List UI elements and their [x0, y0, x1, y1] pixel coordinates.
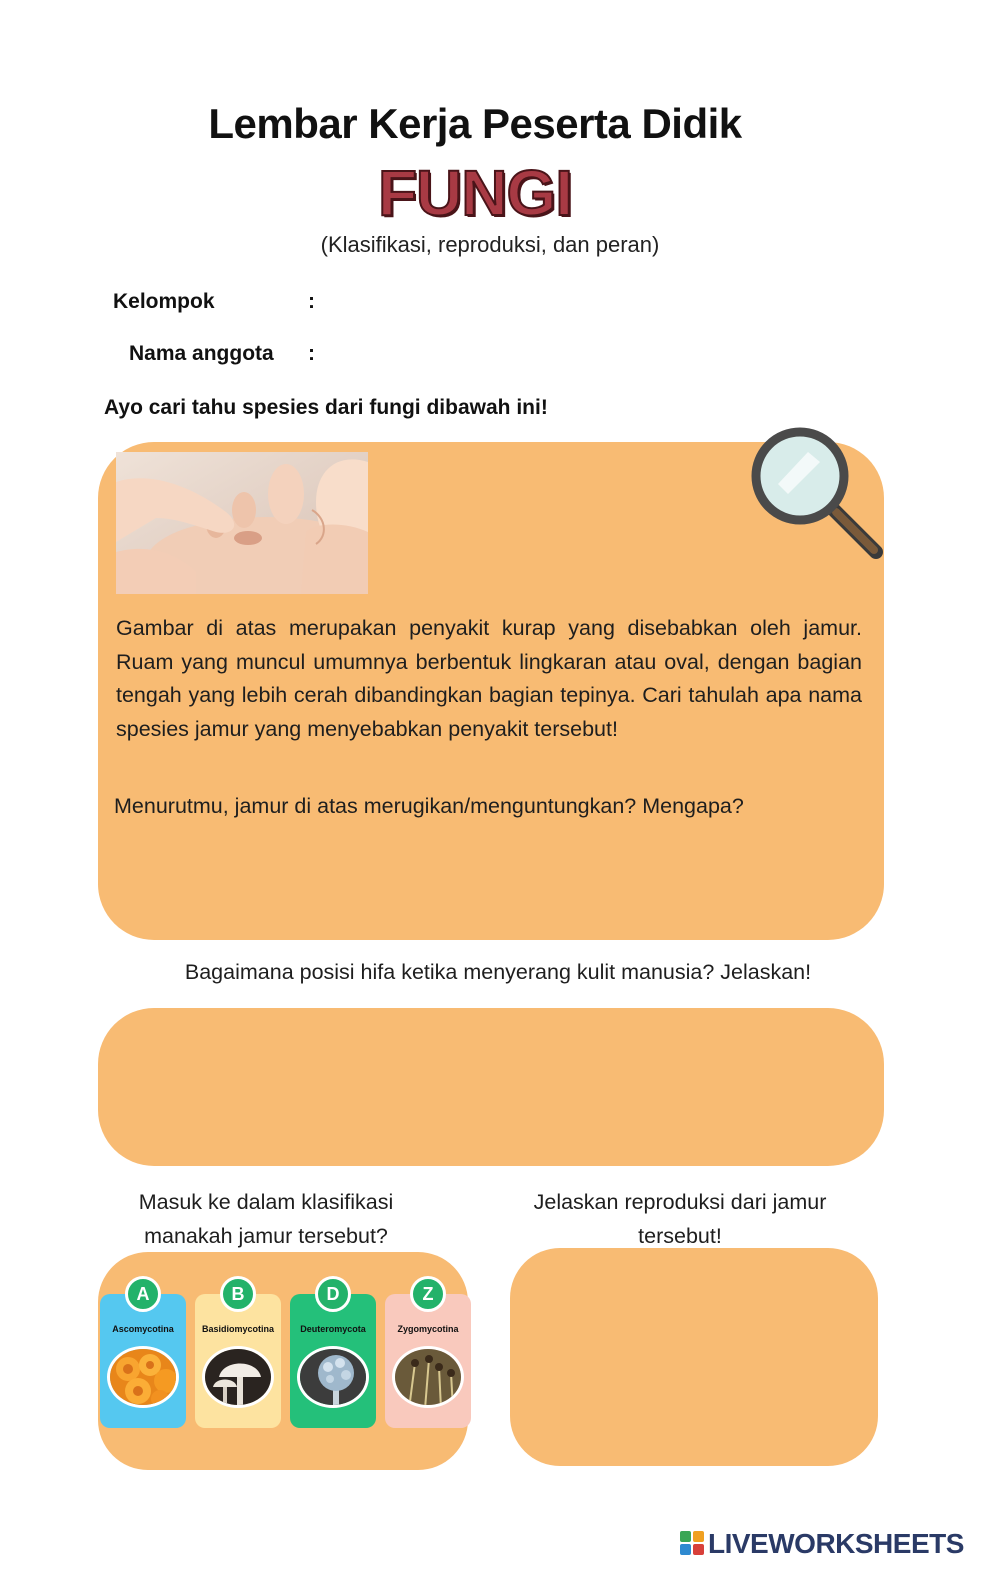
option-card-ascomycotina[interactable]	[100, 1284, 186, 1428]
reproduction-answer-box[interactable]	[510, 1248, 878, 1466]
deuteromycota-image	[297, 1346, 369, 1408]
worksheet-subtitle: (Klasifikasi, reproduksi, dan peran)	[320, 232, 660, 257]
option-name: Basidiomycotina	[201, 1324, 275, 1334]
option-card-basidiomycotina[interactable]	[195, 1284, 281, 1428]
case-description: Gambar di atas merupakan penyakit kurap yang disebabkan oleh jamur. Ruam yang muncul umumnya berbentuk lingkaran atau oval, dengan bagian tengah yang lebih cerah dibandingkan bagian tepinya. Cari tahulah apa nama spesies jamur yang menyebabkan penyakit tersebut!	[116, 616, 862, 741]
option-letter-badge: B	[220, 1276, 256, 1312]
hyphae-answer-box[interactable]	[98, 1008, 884, 1166]
topic-title: FUNGI	[377, 157, 573, 229]
worksheet-title: Lembar Kerja Peserta Didik	[208, 100, 742, 147]
impact-question: Menurutmu, jamur di atas merugikan/menguntungkan? Mengapa?	[114, 794, 744, 818]
option-name: Ascomycotina	[112, 1324, 174, 1334]
classification-question: Masuk ke dalam klasifikasi manakah jamur tersebut?	[138, 1190, 394, 1248]
option-letter-badge: A	[125, 1276, 161, 1312]
option-card-zygomycotina[interactable]	[385, 1284, 471, 1428]
zygomycotina-image	[392, 1346, 464, 1408]
group-separator: :	[308, 290, 315, 313]
members-separator: :	[308, 342, 315, 365]
option-name: Deuteromycota	[300, 1324, 366, 1334]
liveworksheets-logo-icon	[680, 1531, 704, 1555]
members-label: Nama anggota	[129, 342, 274, 365]
ascomycotina-image	[107, 1346, 179, 1408]
option-card-deuteromycota[interactable]	[290, 1284, 376, 1428]
reproduction-question: Jelaskan reproduksi dari jamur tersebut!	[533, 1190, 827, 1248]
hyphae-question: Bagaimana posisi hifa ketika menyerang kulit manusia? Jelaskan!	[184, 960, 812, 984]
group-label: Kelompok	[113, 290, 215, 313]
ringworm-photo	[116, 452, 368, 594]
instruction-text: Ayo cari tahu spesies dari fungi dibawah ini!	[104, 396, 548, 419]
basidiomycotina-image	[202, 1346, 274, 1408]
option-name: Zygomycotina	[397, 1324, 459, 1334]
option-letter-badge: Z	[410, 1276, 446, 1312]
liveworksheets-brand[interactable]: LIVEWORKSHEETS	[708, 1528, 964, 1559]
magnifier-icon	[748, 424, 888, 564]
option-letter-badge: D	[315, 1276, 351, 1312]
